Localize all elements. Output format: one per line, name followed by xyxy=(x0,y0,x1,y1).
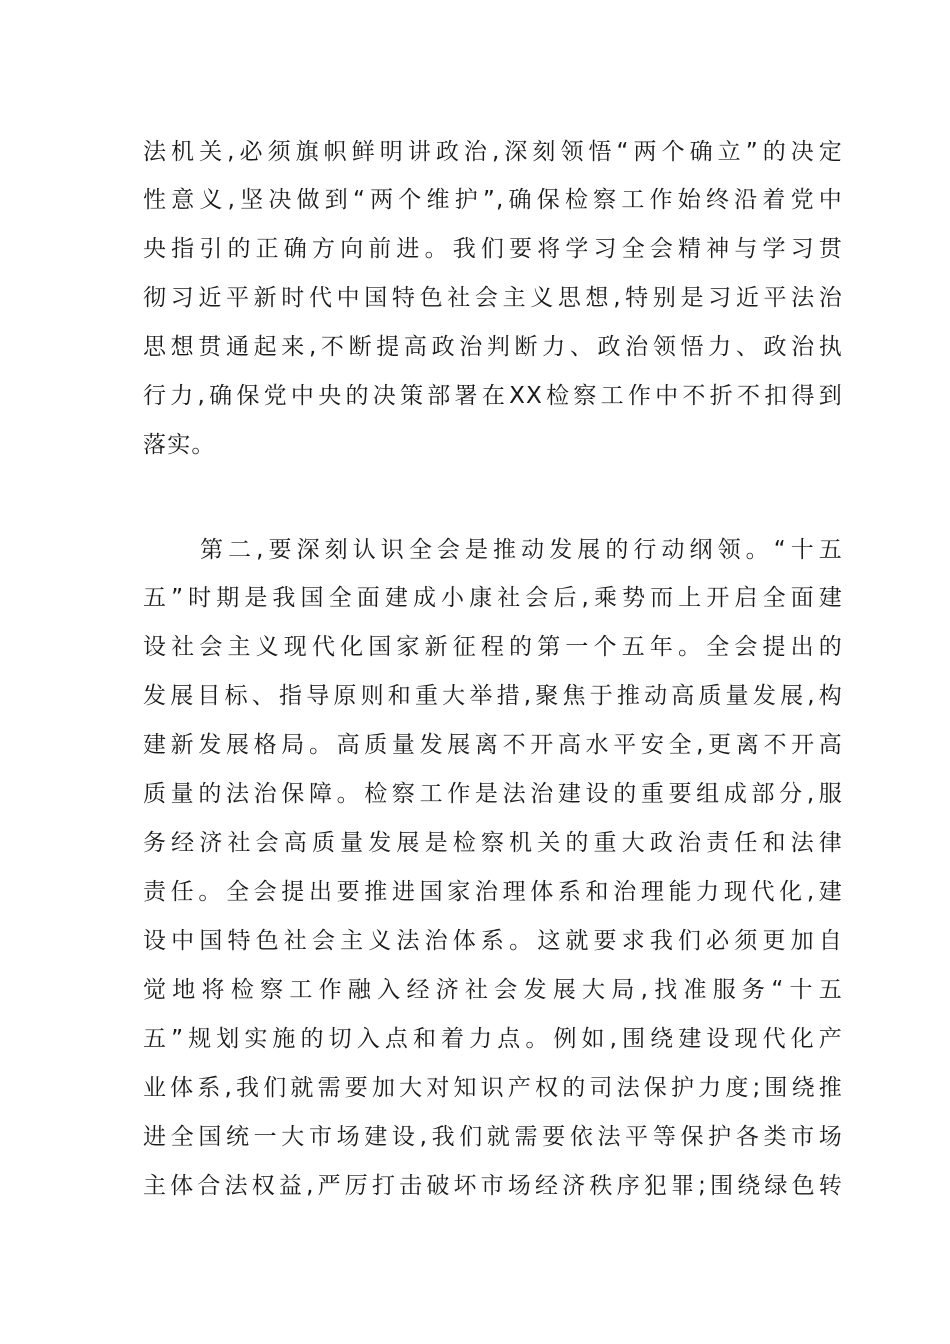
text-line: 央指引的正确方向前进。我们要将学习全会精神与学习贯 xyxy=(143,236,843,262)
text-line: 务经济社会高质量发展是检察机关的重大政治责任和法律 xyxy=(143,830,843,856)
text-line: 主体合法权益,严厉打击破坏市场经济秩序犯罪;围绕绿色转 xyxy=(143,1173,843,1199)
text-line: 发展目标、指导原则和重大举措,聚焦于推动高质量发展,构 xyxy=(143,683,843,709)
text-line: 落实。 xyxy=(143,432,216,458)
text-line: 五”时期是我国全面建成小康社会后,乘势而上开启全面建 xyxy=(143,585,843,611)
text-line: 建新发展格局。高质量发展离不开高水平安全,更离不开高 xyxy=(143,732,843,758)
text-line: 进全国统一大市场建设,我们就需要依法平等保护各类市场 xyxy=(143,1124,843,1150)
text-line: 法机关,必须旗帜鲜明讲政治,深刻领悟“两个确立”的决定 xyxy=(143,139,843,165)
text-line: 思想贯通起来,不断提高政治判断力、政治领悟力、政治执 xyxy=(143,334,843,360)
text-line: 五”规划实施的切入点和着力点。例如,围绕建设现代化产 xyxy=(143,1026,843,1052)
text-line: 性意义,坚决做到“两个维护”,确保检察工作始终沿着党中 xyxy=(143,187,843,213)
text-line: 行力,确保党中央的决策部署在XX检察工作中不折不扣得到 xyxy=(143,383,843,409)
text-line: 责任。全会提出要推进国家治理体系和治理能力现代化,建 xyxy=(143,879,843,905)
text-line: 业体系,我们就需要加大对知识产权的司法保护力度;围绕推 xyxy=(143,1075,843,1101)
text-line: 第二,要深刻认识全会是推动发展的行动纲领。“十五 xyxy=(200,537,843,563)
text-line: 设社会主义现代化国家新征程的第一个五年。全会提出的 xyxy=(143,634,843,660)
text-line: 设中国特色社会主义法治体系。这就要求我们必须更加自 xyxy=(143,928,843,954)
text-line: 彻习近平新时代中国特色社会主义思想,特别是习近平法治 xyxy=(143,285,843,311)
text-line: 质量的法治保障。检察工作是法治建设的重要组成部分,服 xyxy=(143,781,843,807)
text-line: 觉地将检察工作融入经济社会发展大局,找准服务“十五 xyxy=(143,977,843,1003)
